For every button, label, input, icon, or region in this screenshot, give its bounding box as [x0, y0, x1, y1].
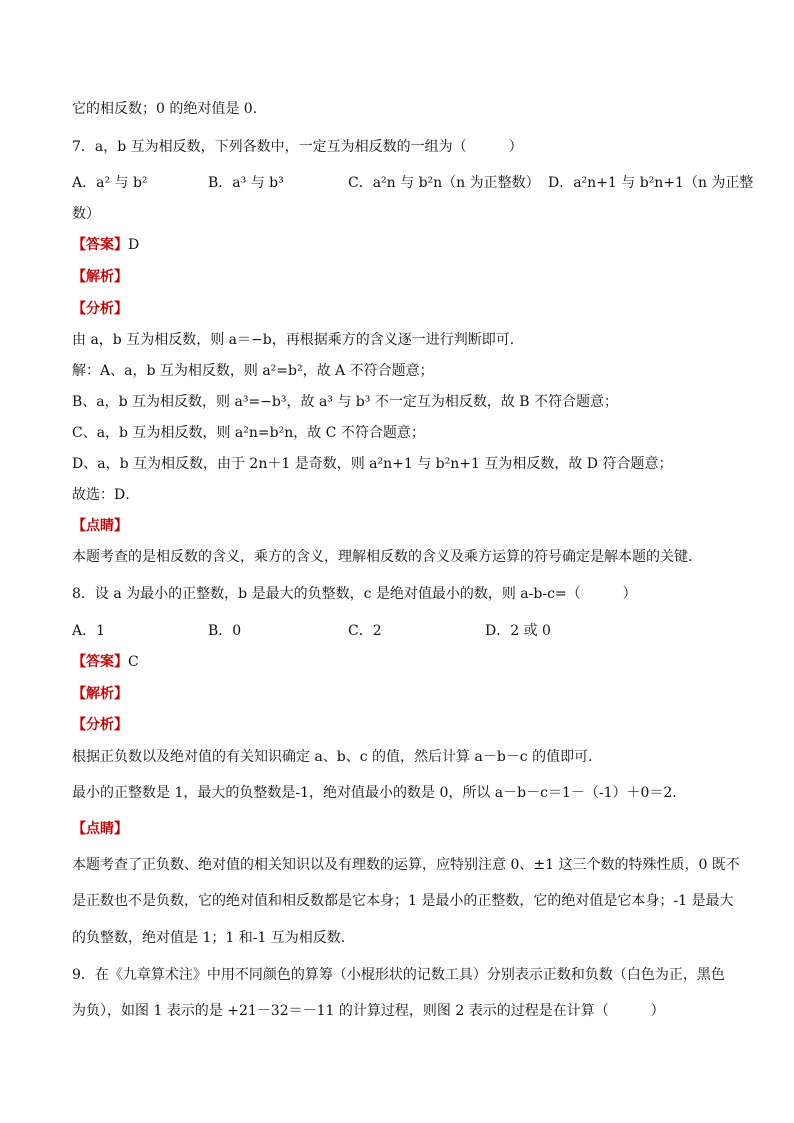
q8-jiexi-tag: 【解析】	[72, 686, 128, 702]
q7-solution-d: D、a，b 互为相反数，由于 2n＋1 是奇数，则 a²n+1 与 b²n+1 互为相反数，故 D 符合题意；	[72, 456, 673, 472]
text-line: 它的相反数；0 的绝对值是 0.	[72, 101, 258, 117]
q7-option-b: B．a³ 与 b³	[208, 175, 284, 191]
q7-analysis: 由 a，b 互为相反数，则 a＝−b，再根据乘方的含义逐一进行判断即可．	[72, 332, 524, 348]
answer-tag: 【答案】	[72, 654, 128, 670]
q8-dianjing-tag: 【点睛】	[72, 821, 128, 837]
q7-option-a: A．a² 与 b²	[72, 175, 148, 191]
q8-option-b: B．0	[208, 623, 242, 639]
q7-fenxi-tag: 【分析】	[72, 301, 128, 317]
q8-comment-3: 的负整数，绝对值是 1；1 和-1 互为相反数.	[72, 930, 346, 946]
q7-dianjing-tag: 【点睛】	[72, 518, 128, 534]
q7-comment: 本题考查的是相反数的含义，乘方的含义，理解相反数的含义及乘方运算的符号确定是解本题的关键．	[72, 549, 702, 565]
question-8: 8．设 a 为最小的正整数，b 是最大的负整数，c 是绝对值最小的数，则 a-b-c=（ ）	[72, 586, 637, 602]
q7-choice: 故选：D．	[72, 487, 140, 503]
question-9-line-2: 为负），如图 1 表示的是 +21－32＝－11 的计算过程，则图 2 表示的过程是在计算（ ）	[72, 1003, 665, 1019]
answer-tag: 【答案】	[72, 237, 128, 253]
question-7: 7．a，b 互为相反数，下列各数中，一定互为相反数的一组为（ ）	[72, 139, 523, 155]
q7-option-d: D．a²n+1 与 b²n+1（n 为正整	[548, 175, 754, 191]
q8-comment-2: 是正数也不是负数，它的绝对值和相反数都是它本身；1 是最小的正整数，它的绝对值是它本身；-1 是最大	[72, 893, 734, 909]
q8-option-a: A．1	[72, 623, 106, 639]
q7-solution-b: B、a，b 互为相反数，则 a³=−b³，故 a³ 与 b³ 不一定互为相反数，故 B 不符合题意；	[72, 394, 619, 410]
q7-solution-a: 解：A、a，b 互为相反数，则 a²=b²，故 A 不符合题意；	[72, 363, 434, 379]
answer-value: D	[128, 237, 140, 253]
q7-answer	[72, 236, 139, 254]
q7-option-c: C．a²n 与 b²n（n 为正整数）	[348, 175, 540, 191]
q8-option-d: D．2 或 0	[485, 623, 551, 639]
question-9-line-1: 9．在《九章算术注》中用不同颜色的算筹（小棍形状的记数工具）分别表示正数和负数（白色为正，黑色	[72, 967, 725, 983]
q8-analysis-2: 最小的正整数是 1，最大的负整数是-1，绝对值最小的数是 0，所以 a－b－c＝1－（-1）＋0＝2.	[72, 785, 677, 801]
q8-fenxi-tag: 【分析】	[72, 717, 128, 733]
q8-comment-1: 本题考查了正负数、绝对值的相关知识以及有理数的运算，应特别注意 0、±1 这三个数的特殊性质，0 既不	[72, 857, 740, 873]
q7-option-d-continued: 数）	[72, 206, 100, 222]
q8-analysis-1: 根据正负数以及绝对值的有关知识确定 a、b、c 的值，然后计算 a－b－c 的值即可.	[72, 749, 593, 765]
q7-solution-c: C、a，b 互为相反数，则 a²n=b²n，故 C 不符合题意；	[72, 425, 425, 441]
q8-option-c: C．2	[348, 623, 382, 639]
q7-jiexi-tag: 【解析】	[72, 269, 128, 285]
answer-value: C	[128, 654, 139, 670]
q8-answer	[72, 653, 139, 671]
